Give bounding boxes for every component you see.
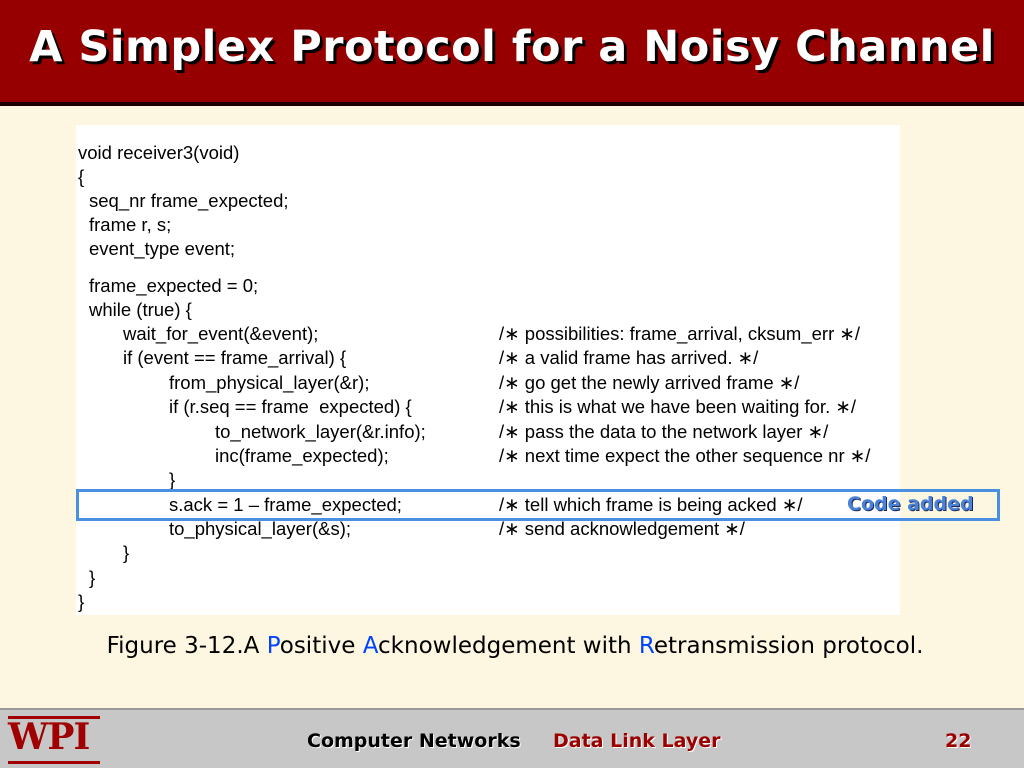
- code-line: {: [78, 166, 85, 187]
- code-line: if (r.seq == frame expected) {: [169, 396, 412, 417]
- caption-text: etransmission protocol.: [653, 633, 924, 659]
- page-number: 22: [945, 730, 972, 752]
- code-line: }: [123, 542, 130, 563]
- caption-prefix: Figure 3-12.A: [106, 633, 267, 659]
- slide-title: A Simplex Protocol for a Noisy Channel: [29, 22, 995, 72]
- code-comment: /∗ possibilities: frame_arrival, cksum_err ∗/: [499, 323, 861, 344]
- footer-course: Computer Networks: [307, 730, 521, 752]
- code-line: void receiver3(void): [78, 142, 240, 163]
- caption-text: cknowledgement with: [378, 633, 639, 659]
- code-added-label: Code added: [847, 493, 974, 515]
- code-line: to_network_layer(&r.info);: [215, 421, 426, 442]
- footer-topic: Data Link Layer: [553, 730, 721, 752]
- code-line: frame r, s;: [89, 214, 172, 235]
- code-line: inc(frame_expected);: [215, 445, 389, 466]
- code-line: frame_expected = 0;: [89, 275, 259, 296]
- code-line: }: [89, 567, 96, 588]
- code-line: }: [169, 469, 176, 490]
- code-comment: /∗ go get the newly arrived frame ∗/: [499, 372, 800, 393]
- code-comment: /∗ tell which frame is being acked ∗/: [499, 494, 803, 515]
- code-line: to_physical_layer(&s);: [169, 518, 351, 539]
- code-line: s.ack = 1 – frame_expected;: [169, 494, 402, 515]
- caption-text: ositive: [279, 633, 363, 659]
- code-comment: /∗ pass the data to the network layer ∗/: [499, 421, 829, 442]
- wpi-logo: WPI: [8, 716, 90, 758]
- logo-rule: [8, 761, 100, 764]
- code-line: from_physical_layer(&r);: [169, 372, 370, 393]
- caption-letter-a: A: [362, 633, 379, 659]
- code-line: }: [78, 591, 85, 612]
- code-comment: /∗ send acknowledgement ∗/: [499, 518, 745, 539]
- code-line: if (event == frame_arrival) {: [123, 347, 347, 368]
- caption-letter-p: P: [266, 633, 280, 659]
- code-comment: /∗ a valid frame has arrived. ∗/: [499, 347, 759, 368]
- code-line: seq_nr frame_expected;: [89, 190, 289, 211]
- code-comment: /∗ next time expect the other sequence nr ∗/: [499, 445, 871, 466]
- figure-caption: [60, 629, 970, 663]
- code-line: wait_for_event(&event);: [123, 323, 319, 344]
- code-line: while (true) {: [89, 299, 192, 320]
- code-comment: /∗ this is what we have been waiting for. ∗/: [499, 396, 856, 417]
- code-line: event_type event;: [89, 238, 236, 259]
- caption-letter-r: R: [638, 633, 654, 659]
